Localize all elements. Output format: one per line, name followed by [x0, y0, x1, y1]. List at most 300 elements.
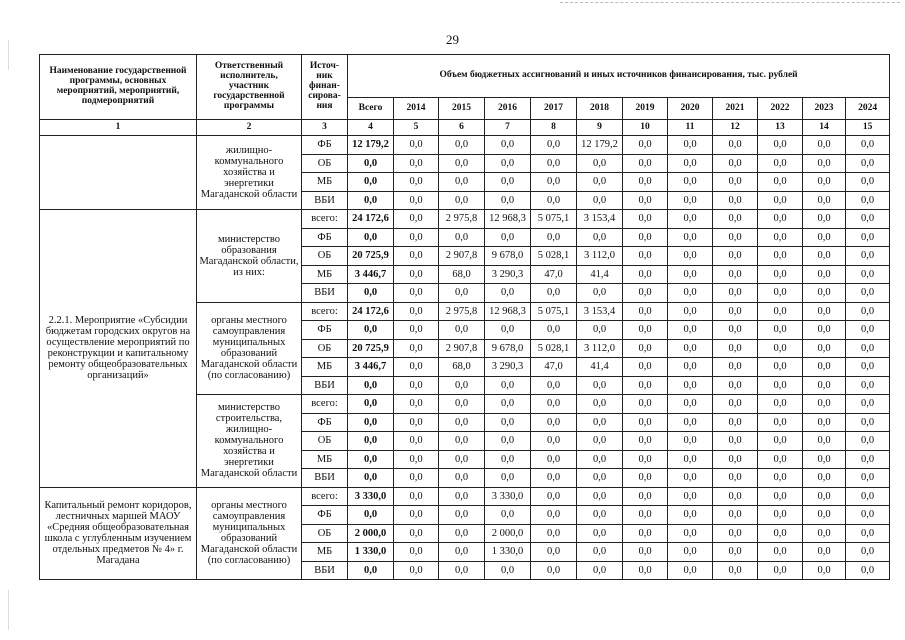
year-amount: 0,0: [485, 154, 531, 173]
year-amount: 0,0: [713, 173, 758, 192]
year-amount: 0,0: [485, 450, 531, 469]
year-amount: 0,0: [577, 432, 623, 451]
year-amount: 0,0: [577, 561, 623, 580]
funding-source: МБ: [302, 543, 348, 562]
total-amount: 3 446,7: [348, 358, 394, 377]
year-amount: 41,4: [577, 265, 623, 284]
year-amount: 0,0: [668, 543, 713, 562]
header-year-2017: 2017: [531, 98, 577, 120]
funding-source: ФБ: [302, 506, 348, 525]
year-amount: 0,0: [846, 524, 890, 543]
year-amount: 0,0: [531, 154, 577, 173]
year-amount: 0,0: [531, 432, 577, 451]
funding-source: ВБИ: [302, 284, 348, 303]
year-amount: 0,0: [623, 191, 668, 210]
year-amount: 0,0: [623, 247, 668, 266]
year-amount: 68,0: [439, 358, 485, 377]
year-amount: 0,0: [713, 284, 758, 303]
total-amount: 0,0: [348, 469, 394, 488]
year-amount: 0,0: [439, 543, 485, 562]
year-amount: 0,0: [668, 265, 713, 284]
year-amount: 0,0: [758, 413, 803, 432]
funding-source: всего:: [302, 487, 348, 506]
year-amount: 0,0: [485, 561, 531, 580]
year-amount: 0,0: [713, 487, 758, 506]
year-amount: 0,0: [758, 376, 803, 395]
year-amount: 0,0: [846, 543, 890, 562]
year-amount: 0,0: [668, 358, 713, 377]
year-amount: 0,0: [713, 321, 758, 340]
year-amount: 0,0: [846, 284, 890, 303]
funding-source: ВБИ: [302, 469, 348, 488]
header-total: Всего: [348, 98, 394, 120]
year-amount: 0,0: [623, 395, 668, 414]
year-amount: 0,0: [577, 413, 623, 432]
column-number: 11: [668, 120, 713, 136]
year-amount: 0,0: [623, 524, 668, 543]
year-amount: 0,0: [439, 395, 485, 414]
year-amount: 0,0: [668, 191, 713, 210]
responsible-executor: жилищно-коммунального хозяйства и энергетики Магаданской области: [197, 136, 302, 210]
year-amount: 0,0: [846, 358, 890, 377]
year-amount: 0,0: [713, 228, 758, 247]
year-amount: 0,0: [394, 395, 439, 414]
header-year-2020: 2020: [668, 98, 713, 120]
header-responsible: Ответственный исполнитель, участник государственной программы: [197, 55, 302, 120]
year-amount: 0,0: [577, 154, 623, 173]
year-amount: 5 028,1: [531, 247, 577, 266]
header-year-2014: 2014: [394, 98, 439, 120]
year-amount: 9 678,0: [485, 339, 531, 358]
year-amount: 0,0: [668, 247, 713, 266]
year-amount: 0,0: [668, 228, 713, 247]
total-amount: 0,0: [348, 321, 394, 340]
year-amount: 0,0: [623, 228, 668, 247]
year-amount: 0,0: [531, 395, 577, 414]
year-amount: 0,0: [485, 432, 531, 451]
column-number: 7: [485, 120, 531, 136]
year-amount: 68,0: [439, 265, 485, 284]
year-amount: 0,0: [668, 284, 713, 303]
year-amount: 0,0: [439, 413, 485, 432]
year-amount: 0,0: [623, 487, 668, 506]
year-amount: 0,0: [531, 284, 577, 303]
year-amount: 0,0: [439, 432, 485, 451]
year-amount: 0,0: [803, 228, 846, 247]
year-amount: 0,0: [846, 247, 890, 266]
year-amount: 0,0: [846, 413, 890, 432]
year-amount: 0,0: [713, 302, 758, 321]
column-number: 15: [846, 120, 890, 136]
year-amount: 0,0: [485, 173, 531, 192]
measure-name: 2.2.1. Мероприятие «Субсидии бюджетам городских округов на осуществление мероприятий по реконструкции и капитальному ремонту общеобразовательных организаций»: [40, 210, 197, 488]
year-amount: 0,0: [668, 210, 713, 229]
total-amount: 0,0: [348, 376, 394, 395]
year-amount: 0,0: [394, 321, 439, 340]
funding-source: ВБИ: [302, 561, 348, 580]
year-amount: 0,0: [668, 321, 713, 340]
year-amount: 0,0: [803, 321, 846, 340]
year-amount: 0,0: [803, 561, 846, 580]
year-amount: 0,0: [485, 191, 531, 210]
year-amount: 3 290,3: [485, 358, 531, 377]
funding-source: ФБ: [302, 228, 348, 247]
year-amount: 0,0: [577, 469, 623, 488]
year-amount: 0,0: [713, 561, 758, 580]
year-amount: 5 028,1: [531, 339, 577, 358]
year-amount: 0,0: [668, 506, 713, 525]
year-amount: 0,0: [713, 524, 758, 543]
year-amount: 0,0: [846, 302, 890, 321]
year-amount: 2 907,8: [439, 339, 485, 358]
year-amount: 0,0: [394, 154, 439, 173]
column-number: 13: [758, 120, 803, 136]
year-amount: 0,0: [758, 228, 803, 247]
year-amount: 0,0: [623, 321, 668, 340]
year-amount: 3 112,0: [577, 339, 623, 358]
funding-source: всего:: [302, 210, 348, 229]
table-row: [40, 210, 890, 229]
year-amount: 0,0: [439, 191, 485, 210]
year-amount: 0,0: [846, 561, 890, 580]
total-amount: 3 446,7: [348, 265, 394, 284]
year-amount: 0,0: [485, 376, 531, 395]
year-amount: 0,0: [577, 395, 623, 414]
year-amount: 0,0: [394, 136, 439, 155]
responsible-executor: органы местного самоуправления муниципальных образований Магаданской области (по согласованию): [197, 302, 302, 395]
year-amount: 0,0: [846, 228, 890, 247]
year-amount: 0,0: [394, 228, 439, 247]
year-amount: 0,0: [713, 358, 758, 377]
year-amount: 2 975,8: [439, 302, 485, 321]
year-amount: 3 153,4: [577, 302, 623, 321]
year-amount: 0,0: [668, 136, 713, 155]
year-amount: 0,0: [439, 228, 485, 247]
year-amount: 0,0: [668, 487, 713, 506]
year-amount: 0,0: [846, 210, 890, 229]
year-amount: 0,0: [803, 247, 846, 266]
year-amount: 0,0: [623, 561, 668, 580]
year-amount: 0,0: [623, 376, 668, 395]
funding-source: ФБ: [302, 136, 348, 155]
column-number: 9: [577, 120, 623, 136]
year-amount: 0,0: [846, 450, 890, 469]
year-amount: 0,0: [713, 247, 758, 266]
total-amount: 0,0: [348, 154, 394, 173]
year-amount: 0,0: [846, 154, 890, 173]
year-amount: 0,0: [577, 228, 623, 247]
year-amount: 0,0: [577, 524, 623, 543]
year-amount: 0,0: [394, 469, 439, 488]
year-amount: 0,0: [531, 524, 577, 543]
header-name: Наименование государственной программы, основных мероприятий, мероприятий, подмероприятий: [40, 55, 197, 120]
year-amount: 0,0: [439, 487, 485, 506]
total-amount: 20 725,9: [348, 247, 394, 266]
total-amount: 0,0: [348, 450, 394, 469]
year-amount: 5 075,1: [531, 210, 577, 229]
table-row: [40, 487, 890, 506]
year-amount: 0,0: [531, 543, 577, 562]
funding-source: ОБ: [302, 247, 348, 266]
year-amount: 0,0: [623, 302, 668, 321]
year-amount: 0,0: [623, 413, 668, 432]
year-amount: 0,0: [394, 339, 439, 358]
column-number: 14: [803, 120, 846, 136]
year-amount: 0,0: [394, 302, 439, 321]
year-amount: 12 179,2: [577, 136, 623, 155]
year-amount: 0,0: [531, 136, 577, 155]
year-amount: 47,0: [531, 265, 577, 284]
year-amount: 0,0: [668, 302, 713, 321]
year-amount: 0,0: [713, 395, 758, 414]
year-amount: 0,0: [394, 265, 439, 284]
year-amount: 0,0: [668, 395, 713, 414]
funding-source: ФБ: [302, 413, 348, 432]
year-amount: 0,0: [394, 506, 439, 525]
year-amount: 0,0: [623, 450, 668, 469]
year-amount: 0,0: [713, 210, 758, 229]
funding-source: ФБ: [302, 321, 348, 340]
year-amount: 0,0: [758, 191, 803, 210]
year-amount: 0,0: [577, 450, 623, 469]
year-amount: 0,0: [758, 506, 803, 525]
funding-source: ОБ: [302, 154, 348, 173]
year-amount: 0,0: [439, 506, 485, 525]
year-amount: 0,0: [439, 561, 485, 580]
year-amount: 0,0: [668, 469, 713, 488]
year-amount: 0,0: [668, 432, 713, 451]
year-amount: 0,0: [803, 432, 846, 451]
year-amount: 5 075,1: [531, 302, 577, 321]
year-amount: 0,0: [713, 136, 758, 155]
year-amount: 0,0: [846, 191, 890, 210]
year-amount: 0,0: [803, 487, 846, 506]
year-amount: 0,0: [803, 173, 846, 192]
header-year-2019: 2019: [623, 98, 668, 120]
year-amount: 0,0: [803, 543, 846, 562]
year-amount: 0,0: [803, 191, 846, 210]
year-amount: 0,0: [713, 506, 758, 525]
year-amount: 0,0: [623, 358, 668, 377]
year-amount: 0,0: [577, 487, 623, 506]
year-amount: 12 968,3: [485, 210, 531, 229]
year-amount: 0,0: [758, 136, 803, 155]
funding-source: ВБИ: [302, 191, 348, 210]
year-amount: 0,0: [668, 561, 713, 580]
year-amount: 0,0: [713, 191, 758, 210]
year-amount: 0,0: [846, 487, 890, 506]
year-amount: 0,0: [758, 339, 803, 358]
year-amount: 0,0: [577, 321, 623, 340]
year-amount: 0,0: [713, 339, 758, 358]
measure-name: [40, 136, 197, 210]
year-amount: 0,0: [803, 210, 846, 229]
year-amount: 0,0: [713, 265, 758, 284]
year-amount: 0,0: [439, 154, 485, 173]
year-amount: 0,0: [439, 173, 485, 192]
year-amount: 0,0: [485, 469, 531, 488]
total-amount: 24 172,6: [348, 210, 394, 229]
header-year-2021: 2021: [713, 98, 758, 120]
year-amount: 0,0: [758, 302, 803, 321]
year-amount: 0,0: [803, 450, 846, 469]
year-amount: 0,0: [803, 506, 846, 525]
year-amount: 0,0: [485, 506, 531, 525]
year-amount: 0,0: [394, 413, 439, 432]
year-amount: 0,0: [439, 321, 485, 340]
responsible-executor: органы местного самоуправления муниципальных образований Магаданской области (по согласованию): [197, 487, 302, 580]
total-amount: 0,0: [348, 228, 394, 247]
year-amount: 0,0: [531, 191, 577, 210]
year-amount: 0,0: [577, 191, 623, 210]
funding-source: ОБ: [302, 339, 348, 358]
total-amount: 1 330,0: [348, 543, 394, 562]
year-amount: 0,0: [803, 395, 846, 414]
year-amount: 0,0: [758, 284, 803, 303]
year-amount: 0,0: [758, 487, 803, 506]
year-amount: 0,0: [623, 136, 668, 155]
funding-source: МБ: [302, 450, 348, 469]
year-amount: 0,0: [485, 413, 531, 432]
year-amount: 0,0: [846, 339, 890, 358]
year-amount: 0,0: [846, 432, 890, 451]
year-amount: 0,0: [758, 321, 803, 340]
year-amount: 41,4: [577, 358, 623, 377]
header-year-2023: 2023: [803, 98, 846, 120]
year-amount: 0,0: [713, 432, 758, 451]
page-number: 29: [446, 32, 459, 47]
year-amount: 47,0: [531, 358, 577, 377]
top-edge-line: [560, 2, 900, 3]
year-amount: 0,0: [531, 487, 577, 506]
year-amount: 0,0: [394, 524, 439, 543]
header-year-2018: 2018: [577, 98, 623, 120]
funding-source: МБ: [302, 358, 348, 377]
year-amount: 0,0: [577, 173, 623, 192]
column-number: 8: [531, 120, 577, 136]
year-amount: 0,0: [803, 358, 846, 377]
total-amount: 0,0: [348, 506, 394, 525]
column-number: 6: [439, 120, 485, 136]
total-amount: 0,0: [348, 432, 394, 451]
year-amount: 0,0: [439, 524, 485, 543]
year-amount: 12 968,3: [485, 302, 531, 321]
year-amount: 0,0: [803, 302, 846, 321]
year-amount: 0,0: [531, 561, 577, 580]
year-amount: 0,0: [758, 154, 803, 173]
year-amount: 0,0: [439, 450, 485, 469]
year-amount: 1 330,0: [485, 543, 531, 562]
year-amount: 0,0: [531, 469, 577, 488]
year-amount: 0,0: [758, 543, 803, 562]
year-amount: 0,0: [531, 376, 577, 395]
year-amount: 0,0: [394, 376, 439, 395]
funding-source: МБ: [302, 265, 348, 284]
year-amount: 0,0: [531, 173, 577, 192]
total-amount: 0,0: [348, 173, 394, 192]
year-amount: 0,0: [713, 376, 758, 395]
table-row: [40, 136, 890, 155]
year-amount: 0,0: [713, 154, 758, 173]
year-amount: 0,0: [439, 376, 485, 395]
year-amount: 0,0: [846, 376, 890, 395]
year-amount: 0,0: [531, 506, 577, 525]
column-number: 2: [197, 120, 302, 136]
year-amount: 0,0: [758, 173, 803, 192]
year-amount: 0,0: [531, 321, 577, 340]
year-amount: 0,0: [623, 265, 668, 284]
year-amount: 0,0: [846, 469, 890, 488]
year-amount: 0,0: [758, 469, 803, 488]
year-amount: 3 153,4: [577, 210, 623, 229]
year-amount: 0,0: [846, 173, 890, 192]
year-amount: 0,0: [803, 284, 846, 303]
header-year-2022: 2022: [758, 98, 803, 120]
year-amount: 0,0: [846, 265, 890, 284]
year-amount: 0,0: [668, 154, 713, 173]
year-amount: 0,0: [623, 339, 668, 358]
funding-source: ОБ: [302, 432, 348, 451]
year-amount: 0,0: [485, 395, 531, 414]
year-amount: 0,0: [803, 265, 846, 284]
year-amount: 0,0: [623, 210, 668, 229]
left-margin-mark: [8, 590, 9, 630]
total-amount: 0,0: [348, 395, 394, 414]
year-amount: 3 330,0: [485, 487, 531, 506]
year-amount: 0,0: [577, 376, 623, 395]
year-amount: 0,0: [439, 469, 485, 488]
year-amount: 0,0: [623, 154, 668, 173]
year-amount: 0,0: [394, 284, 439, 303]
year-amount: 0,0: [758, 247, 803, 266]
year-amount: 0,0: [713, 543, 758, 562]
year-amount: 0,0: [803, 136, 846, 155]
year-amount: 0,0: [803, 154, 846, 173]
year-amount: 0,0: [758, 395, 803, 414]
measure-name: Капитальный ремонт коридоров, лестничных маршей МАОУ «Средняя общеобразовательная школа с углубленным изучением отдельных предметов № 4» г. Магадана: [40, 487, 197, 580]
funding-source: всего:: [302, 302, 348, 321]
year-amount: 0,0: [758, 358, 803, 377]
year-amount: 0,0: [439, 284, 485, 303]
year-amount: 0,0: [803, 339, 846, 358]
year-amount: 0,0: [668, 450, 713, 469]
year-amount: 0,0: [668, 376, 713, 395]
total-amount: 0,0: [348, 191, 394, 210]
year-amount: 3 290,3: [485, 265, 531, 284]
year-amount: 9 678,0: [485, 247, 531, 266]
year-amount: 0,0: [803, 524, 846, 543]
year-amount: 0,0: [803, 469, 846, 488]
header-source: Источ-ник финан-сирова-ния: [302, 55, 348, 120]
year-amount: 0,0: [668, 524, 713, 543]
total-amount: 20 725,9: [348, 339, 394, 358]
total-amount: 24 172,6: [348, 302, 394, 321]
header-year-2015: 2015: [439, 98, 485, 120]
year-amount: 2 000,0: [485, 524, 531, 543]
year-amount: 0,0: [394, 487, 439, 506]
year-amount: 0,0: [394, 561, 439, 580]
funding-source: ВБИ: [302, 376, 348, 395]
column-number: 5: [394, 120, 439, 136]
year-amount: 0,0: [394, 247, 439, 266]
total-amount: 0,0: [348, 413, 394, 432]
year-amount: 0,0: [758, 432, 803, 451]
year-amount: 0,0: [713, 469, 758, 488]
year-amount: 0,0: [531, 228, 577, 247]
year-amount: 0,0: [623, 432, 668, 451]
funding-source: всего:: [302, 395, 348, 414]
total-amount: 12 179,2: [348, 136, 394, 155]
